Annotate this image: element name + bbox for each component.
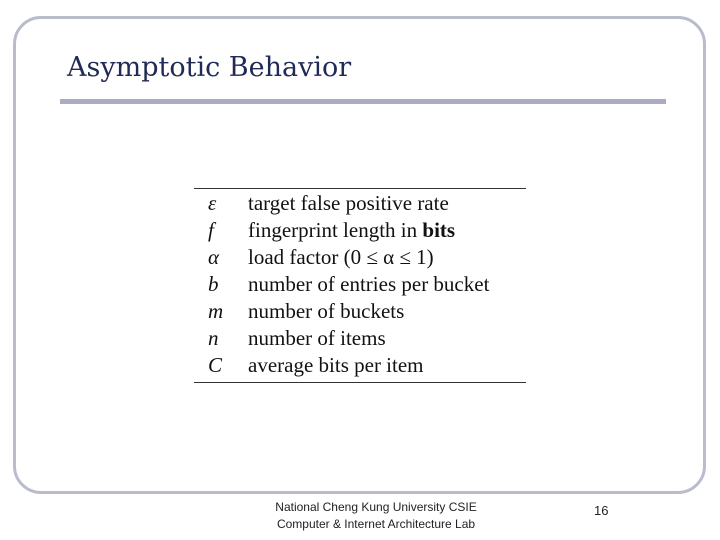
slide-title: Asymptotic Behavior	[67, 52, 352, 83]
symbol-cell: b	[208, 272, 219, 296]
table-row	[194, 272, 526, 299]
footer-line-1: National Cheng Kung University CSIE	[275, 500, 477, 514]
description-cell: average bits per item	[248, 353, 424, 377]
description-cell: number of entries per bucket	[248, 272, 490, 296]
symbol-cell: ε	[208, 191, 217, 215]
symbol-cell: m	[208, 299, 224, 323]
notation-table	[194, 188, 526, 383]
table-row	[194, 191, 526, 218]
symbol-cell: C	[208, 353, 223, 377]
title-divider	[60, 99, 666, 104]
footer	[236, 499, 516, 533]
table-row	[194, 218, 526, 245]
description-cell: target false positive rate	[248, 191, 449, 215]
footer-line-2: Computer & Internet Architecture Lab	[276, 517, 476, 531]
symbol-cell: α	[208, 245, 220, 269]
table-row	[194, 299, 526, 326]
bits-bold-word: bits	[422, 218, 456, 242]
table-row	[194, 326, 526, 353]
symbol-cell: n	[208, 326, 219, 350]
table-row	[194, 353, 526, 380]
description-cell: number of buckets	[248, 299, 405, 323]
symbol-cell: f	[208, 218, 214, 242]
description-cell: load factor (0 ≤ α ≤ 1)	[248, 245, 434, 269]
page-number: 16	[594, 503, 609, 518]
description-cell: fingerprint length in bits	[248, 218, 456, 242]
description-cell: number of items	[248, 326, 386, 350]
table-row	[194, 245, 526, 272]
